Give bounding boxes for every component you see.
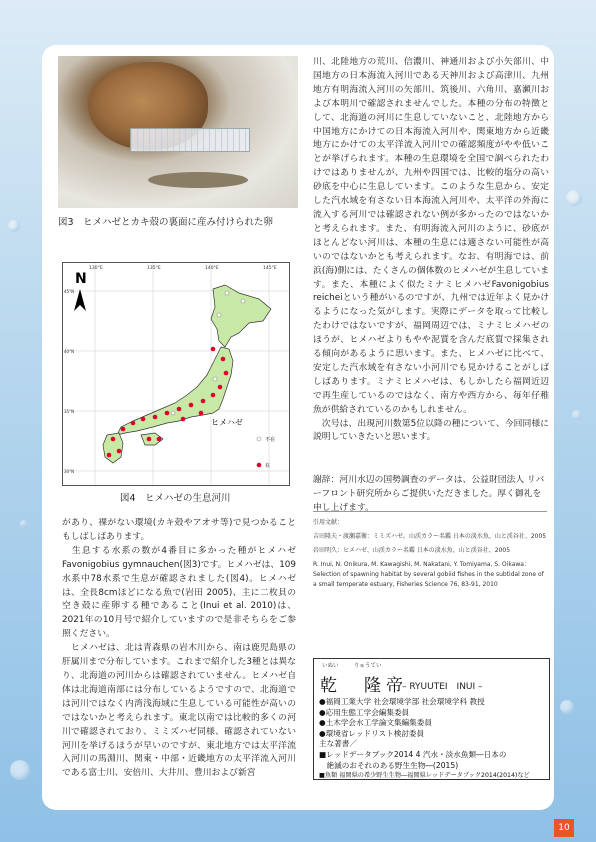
- right-column: [313, 56, 549, 445]
- figure4-caption: 図4 ヒメハゼの生息河川: [120, 493, 231, 504]
- north-label: N: [75, 271, 87, 287]
- paragraph: 生息する水系の数が4番目に多かった種がヒメハゼFavonigobius gymnauchen(図3)です。ヒメハゼは、109水系中78水系で生息が確認されました(図4)。ヒメハゼは、全長8cmほどになる魚で(岩田 2005)、主に二枚貝の空き殻に産卵する種であること(Inui et al. 2010)は、2021年の10月号で紹介していますので是非そちらをご参照ください。: [62, 545, 296, 640]
- decor-bubble: [566, 190, 582, 206]
- role-line: ●福岡工業大学 社会環境学部 社会環境学科 教授: [319, 697, 485, 706]
- species-label: ヒメハゼ: [211, 418, 243, 427]
- page-number: 10: [554, 819, 574, 837]
- reference-item: 岩田明久：ヒメハゼ、山渓カラー名鑑 日本の淡水魚、山と渓谷社、2005: [313, 547, 511, 554]
- paragraph: があり、裸がない環境(カキ殻やアオサ等)で見つかることもしばしばあります。: [62, 518, 296, 542]
- lat-tick-label: 45°N: [64, 289, 75, 294]
- references: [313, 518, 549, 594]
- ruby-family: いぬい: [322, 663, 339, 669]
- author-roles: [319, 697, 545, 782]
- left-column: [62, 517, 296, 781]
- author-romanized: – RYUUTEI INUI –: [402, 682, 483, 692]
- japan-land: [103, 285, 271, 463]
- author-name: 乾 隆帝: [320, 676, 408, 696]
- decor-bubble: [10, 760, 30, 780]
- role-line: ●応用生態工学会編集委員: [319, 707, 410, 717]
- lon-tick-label: 145°E: [263, 266, 277, 271]
- paragraph: 川、北陸地方の荒川、信濃川、神通川および小矢部川、中国地方の日本海流入河川である天神川および高津川、九州地方有明海流入河川の矢部川、筑後川、六角川、嘉瀬川および本明川で確認されませんでした。本種の分布の特徴として、北海道の河川に生息していないこと、北陸地方から中国地方にかけての日本海流入河川や、関東地方から近畿地方にかけての太平洋流入河川での確認頻度がやや低いことが挙げられます。本種の生息環境を全国で調べられたわけではありませんが、九州や四国では、比較的塩分の高い砂底を中心に生息しています。このような生息から、安定した汽水域を有さない日本海流入河川や、太平洋の外海に流入する河川では確認されない例が多かったのではないかと考えられます。また、有明海流入河川のように、砂底がほとんどない河川は、本種の生息には適さない可能性が高いのではないかとも考えられます。なお、有明海では、前浜(海)側には、たくさんの個体数のヒメハゼが生息しています。また、本種によく似たミナミヒメハゼFavonigobius reicheiという種がいるのですが、九州では近年よく見かけるようになった気がします。実際にデータを取って比較したわけではないですが、福岡周辺では、ミナミヒメハゼのほうが、ヒメハゼよりもやや泥質を含んだ底質で採集される傾向があるように思います。また、ヒメハゼに比べて、安定した汽水域を有さない小河川でも見かけることがしばしばあります。ミナミヒメハゼは、もしかしたら福岡近辺で再生産しているのではなく、南方や西方から、毎年仔稚魚が供給されているのかもしれません。: [313, 57, 549, 415]
- lat-tick-label: 40°N: [64, 349, 75, 354]
- lon-tick-label: 130°E: [89, 266, 103, 271]
- references-heading: 引用文献：: [313, 519, 344, 526]
- paragraph: ヒメハゼは、北は青森県の岩木川から、南は鹿児島県の肝属川まで分布しています。これまで紹介した3種とは異なり、北海道の河川からは確認されていません。ヒメハゼ自体は北海道南部には分布しているようですので、北海道では河川ではなく内湾浅海域に生息している可能性が高いのではないかと考えられます。東北以南では比較的多くの河川で確認されており、ミミズハゼ同様、確認されていない河川を挙げるほうが早いのですが、東北地方では太平洋流入河川の馬淵川、関東・中部・近畿地方の太平洋流入河川である富士川、安倍川、大井川、豊川および新宮: [62, 643, 296, 779]
- role-line: ●土木学会水工学論文集編集委員: [319, 718, 432, 728]
- divider: [313, 511, 547, 512]
- legend-absent: 不在: [265, 437, 276, 443]
- distribution-map: [63, 263, 289, 485]
- figure3-caption: 図3 ヒメハゼとカキ殻の裏面に産み付けられた卵: [58, 217, 273, 228]
- decor-bubble: [560, 700, 574, 714]
- reference-item: 吉田隆夫・渡瀬嘉衛：ミミズハゼ。山渓カラー名鑑 日本の淡水魚、山と渓谷社、2005: [313, 533, 547, 540]
- decor-bubble: [572, 410, 582, 420]
- acknowledgement: 謝辞：河川水辺の国勢調査のデータは、公益財団法人 リバーフロント研究所からご提供いただきました。厚く御礼を申し上げます。: [313, 475, 545, 513]
- legend-present: 在: [265, 463, 271, 469]
- author-profile: [313, 658, 550, 780]
- lon-tick-label: 135°E: [147, 266, 161, 271]
- figure4-map: [62, 262, 290, 486]
- ruler: [130, 128, 250, 152]
- figure3-photo: [58, 56, 298, 208]
- reference-item: R. Inui, N. Onikura, M. Kawagishi, M. Nakatani, Y. Tomiyama, S. Oikawa：Selection of spawning habitat by several gobiid fishes in the subtidal zone of a small temperate estuary, Fisheries Science 76, 83-91, 2010: [313, 561, 544, 588]
- decor-bubble: [8, 220, 20, 232]
- decor-bubble: [20, 520, 28, 528]
- ruby-given: りゅうてい: [354, 663, 382, 669]
- goby-fish: [148, 172, 248, 188]
- role-line: 主な著書／: [319, 739, 357, 749]
- lat-tick-label: 30°N: [64, 469, 75, 474]
- role-line: ■魚類 福岡県の希少野生生物―福岡県レッドデータブック2014(2014)など: [319, 772, 530, 780]
- role-line: 絶滅のおそれのある野生生物―(2015): [319, 760, 459, 770]
- role-line: ●環境省レッドリスト検討委員: [319, 728, 425, 738]
- role-line: ■レッドデータブック2014 4 汽水・淡水魚類―日本の: [319, 749, 507, 759]
- lon-tick-label: 140°E: [205, 266, 219, 271]
- lat-tick-label: 35°N: [64, 409, 75, 414]
- paragraph: 次号は、出現河川数第5位以降の種について、今回同様に説明していきたいと思います。: [313, 418, 549, 443]
